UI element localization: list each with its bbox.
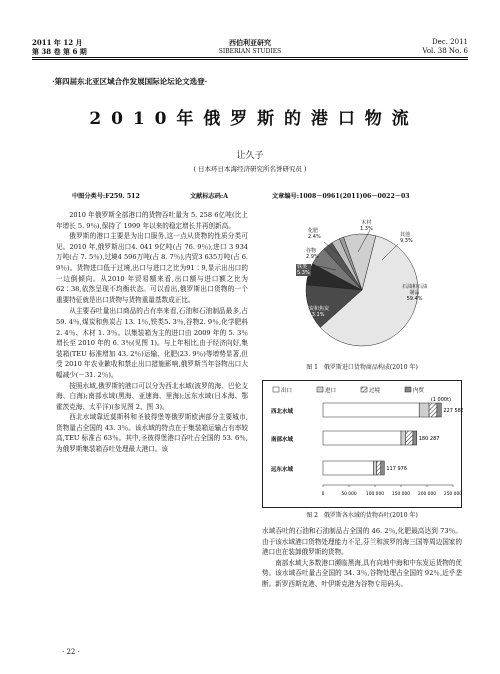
journal-volume: 第 38 卷 第 6 期 xyxy=(32,47,87,56)
bar-segment xyxy=(413,431,417,445)
section-banner: ·第四届东北亚区域合作发展国际论坛论文选登· xyxy=(52,77,208,86)
bar-total-label: 180 287 xyxy=(418,436,440,442)
header-rule-thin xyxy=(32,59,468,60)
bar-segment xyxy=(323,403,419,417)
journal-name-en: SIBERIAN STUDIES xyxy=(218,48,282,55)
bar-total-label: 227 583 xyxy=(443,408,463,414)
journal-volume-en: Vol. 38 No. 6 xyxy=(422,47,468,55)
paragraph: 按照水域,俄罗斯的港口可以分为西北水域(波罗的海、巴伦支海、白海);南部水域(黑海、亚速海、里海);远东水域(日本海、鄂霍茨克海、太平洋)(参见图 2、图 3)。 xyxy=(56,381,248,411)
bar-segment xyxy=(377,461,381,475)
label-container: 集装 6.3% xyxy=(292,286,305,298)
paragraph: 水域吞吐的石油和石油制品占全国的 46. 2％,化肥最高达到 73％。由于该水域港口货物处理能力不足,芬兰和波罗的海三国等周边国家的港口也在装卸俄罗斯的货物。 xyxy=(262,527,462,557)
label-wood: 木材 1.3% xyxy=(360,220,373,232)
legend-swatch xyxy=(317,387,323,392)
paragraph: 2010 年俄罗斯全部港口的货物吞吐量为 5. 258 6亿吨(比上年增长 5. 9％),保持了 1999 年以来的稳定增长并再创新高。 xyxy=(56,211,248,230)
unit-label: (1 000t) xyxy=(430,397,451,403)
figure-2-caption: 图 2 俄罗斯各水域的货物吞吐(2010 年) xyxy=(306,512,418,519)
label-iron: 铁类 5.3% xyxy=(297,264,310,276)
x-tick-label: 50 000 xyxy=(341,492,357,497)
legend-swatch xyxy=(273,387,279,392)
article-number: 文章编号:1008－0961(2011)06－0022－03 xyxy=(272,193,410,200)
category-label: 南部水域 xyxy=(271,437,294,443)
legend-label: 进口 xyxy=(325,388,337,394)
doc-code: 文献标志码:A xyxy=(190,193,229,200)
journal-date: 2011 年 12 月 xyxy=(32,38,83,47)
paragraph: 西北水域靠近莫斯科和圣彼得堡等俄罗斯欧洲部分主要城市,货物量占全国的 43. 3％。该水域的特点在于集装箱运输占有率较高,TEU 标准占 63％。其中,圣彼得堡港口吞吐占全国的 53. 6％,为俄罗斯集装箱吞吐处理最大港口。该 xyxy=(56,413,248,454)
label-coal: 煤炭和焦炭 13.1% xyxy=(304,306,330,318)
paragraph: 俄罗斯的港口主要是为出口服务,这一点从货物的性质分类可见。2010 年,俄罗斯出口4. 041 9亿吨(占 76. 9％),进口 3 934 万吨(占 7. 5％),过境4 596万吨(占 8. 7％),内贸3 635万吨(占 6. 9％)。货物进口低于过境,出口与进口之比为91∶9,显示出出口的一边倒倾向。从2010 年贸易额来看,出口额与进口额之比为62∶38,依然呈现不均衡状态。可以看出,俄罗斯出口货物的一个重要特征就是出口货物与货物重量基数成正比。 xyxy=(56,232,248,304)
label-other: 其他 9.3% xyxy=(400,232,413,244)
x-tick-label: 200 000 xyxy=(417,492,437,497)
author-name: 让久子 xyxy=(236,151,264,161)
bar-segment xyxy=(406,431,413,445)
category-label: 远东水域 xyxy=(271,467,294,473)
bar-total-label: 117 976 xyxy=(386,466,408,472)
figure-1-caption: 图 1 俄罗斯进口货物商品构成(2010 年) xyxy=(306,364,418,371)
bar-segment xyxy=(323,461,373,475)
right-column xyxy=(262,526,462,590)
bar-segment xyxy=(437,403,441,417)
figure-1 xyxy=(262,208,462,358)
journal-date-en: Dec. 2011 xyxy=(432,38,468,46)
legend-swatch xyxy=(405,387,411,392)
bar-segment xyxy=(419,403,429,417)
label-grain: 谷物 2.9% xyxy=(306,248,319,260)
bar-segment xyxy=(381,461,385,475)
label-fertilizer: 化肥 2.4% xyxy=(308,228,321,240)
bar-segment xyxy=(323,431,401,445)
bar-segment xyxy=(373,461,376,475)
bar-chart xyxy=(263,381,463,509)
bar-segment xyxy=(401,431,406,445)
paragraph: 从主要吞吐量出口商品的占有率来看,石油和石油制品最多,占 59. 4％,煤炭和焦炭占 13. 1％,铁类5. 3％,谷物2. 9％,化学肥料2. 4％、木材 1. 3％。以集装箱为主的进口由 2009 年的 5. 3％增长至 2010 年的 6. 3％(见图 1)。与上年相比,由于经济向好,集装箱(TEU 标准增加 43. 2％)运输、化肥(23. 9％)等增势显著,但受 2010 年农业歉收和禁止出口措施影响,俄罗斯当年谷物出口大幅减少(－31. 2％)。 xyxy=(56,307,248,379)
legend-label: 出口 xyxy=(281,388,293,394)
journal-name: 西伯利亚研究 xyxy=(229,38,271,47)
legend-label: 内贸 xyxy=(413,388,425,394)
bar-segment xyxy=(429,403,437,417)
legend-label: 过境 xyxy=(369,388,381,394)
label-oil: 石油和石油 制品 59.4% xyxy=(402,284,428,302)
legend-swatch xyxy=(361,387,367,392)
paragraph: 南部水域大多数港口濒临黑海,具有向地中海和中东发运货物的优势。该水域吞吐量占全国的 34. 3％,谷物处理占全国的 92％,近乎垄断。新罗西斯克港、叶伊斯克港为谷物专用码头。 xyxy=(262,558,462,588)
x-tick-label: 0 xyxy=(321,492,325,497)
x-tick-label: 250 000 xyxy=(443,492,463,497)
x-tick-label: 100 000 xyxy=(365,492,385,497)
x-tick-label: 150 000 xyxy=(391,492,411,497)
figure-2 xyxy=(262,380,462,508)
left-column xyxy=(56,210,248,455)
author-affiliation: ( 日本环日本海经济研究所名誉研究员 ) xyxy=(193,165,307,173)
page-number: · 22 · xyxy=(62,648,80,656)
header-rule xyxy=(32,57,468,58)
article-title: 2 0 1 0 年 俄 罗 斯 的 港 口 物 流 xyxy=(89,109,411,129)
clc-number: 中图分类号:F259. 512 xyxy=(72,193,140,200)
category-label: 西北水域 xyxy=(271,409,294,415)
